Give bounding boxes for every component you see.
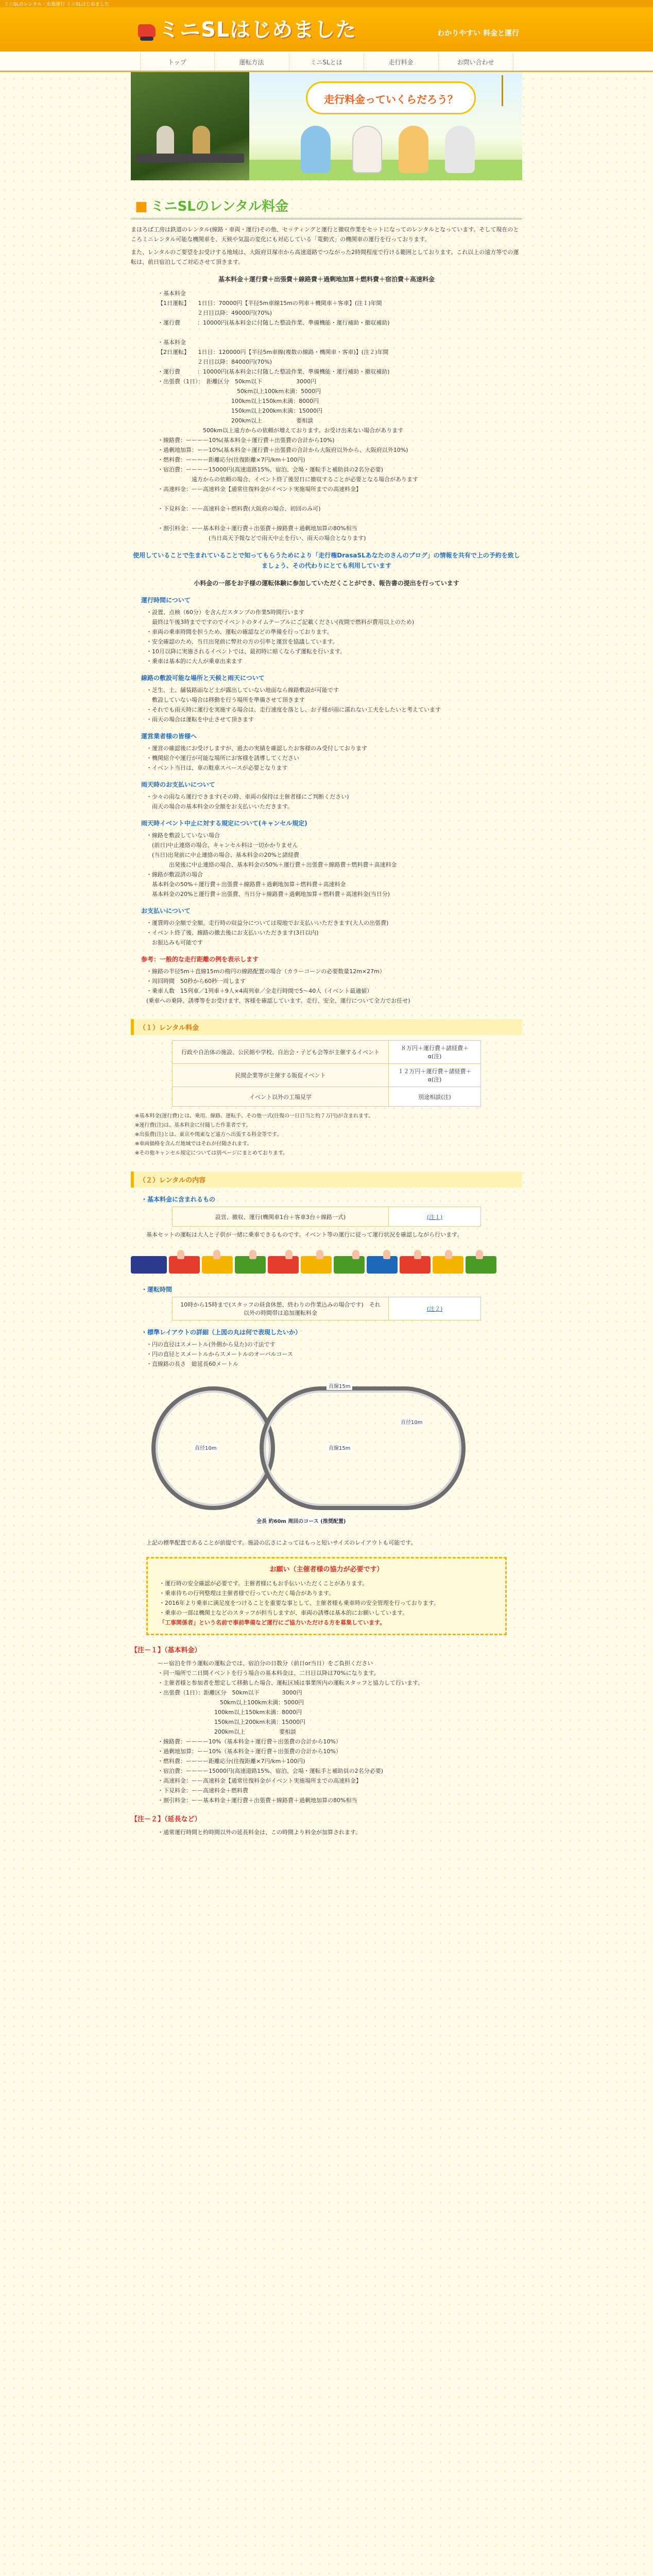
section-rental-content: （２）レンタルの内容: [131, 1172, 522, 1188]
straight-label: 直線15m: [326, 1443, 352, 1452]
title-mark-icon: ■: [135, 199, 148, 214]
passenger-icon: [316, 1250, 323, 1259]
rail-track: [136, 154, 244, 163]
note1-heading: 【注－１】（基本料金）: [131, 1647, 201, 1654]
list-item: ・線路が敷設済の場合: [146, 871, 203, 878]
passenger-icon: [414, 1250, 421, 1259]
note-line: ・主催者様と参加者を想定して移動した場合、運転区域は事業所内の運転スタッフと協力して行います。: [158, 1680, 424, 1686]
hero-speech-bubble: 走行料金っていくらだろう？: [306, 81, 476, 114]
operation-list: [146, 743, 522, 773]
list-item: (当日)出発前に中止連絡の場合、基本料金の20%と諸経費: [146, 852, 300, 858]
note-line: ・同一場所で二日間イベントを行う場合の基本料金は、二日目以降は70%になります。: [158, 1670, 380, 1676]
list-item: ・それでも雨天時に運行を実施する場合は、走行速度を落とし、お子様が雨に濡れない工夫をしたいと考えています: [146, 706, 441, 713]
list-item: 出発後に中止連絡の場合、基本料金の50%＋運行費＋出張費＋線路費＋燃料費＋高速料金: [146, 861, 397, 868]
table-cell: ８万円＋運行費＋諸経費＋α(注): [389, 1041, 481, 1064]
note-line: ・燃料費：ーーーー距離応分(往復距離×7円/km＋100円): [158, 1758, 305, 1765]
nav-item-price[interactable]: 走行料金: [364, 52, 439, 71]
list-item: ・10月以降に実施されるイベントでは、最初時に暗くならず運転を行います。: [146, 648, 346, 655]
rental-fee-table: [172, 1040, 481, 1107]
caution-item: ・2016年より乗車に満足度をつけることを重要な事として、主催者様も乗車時の安全管理を行っております。: [159, 1600, 439, 1606]
table-row: [173, 1297, 481, 1320]
note-line: ・宿泊費：ーーーー15000円(高速道路15%、宿泊、会場・運転手と補助員の2名分必要): [158, 1768, 384, 1774]
price-line: ・運行費 ：10000円(基本料金に付随した整設作業、準備機能・運行補助・撤収補助): [158, 368, 390, 375]
nav-item-driving[interactable]: 運転方法: [215, 52, 289, 71]
site-header: [0, 7, 653, 52]
course-total-label: 全長 約60m 周回のコース (推奨配置): [254, 1516, 348, 1525]
table-cell: 10時から15時まで(スタッフの昼食休憩、終わりの作業込みの場合です) それ以外の時間帯は追加運転料金: [173, 1297, 389, 1320]
price-line: 【1日運転】 1日目：70000円【半径5m車線15mの列車＋機関車＋客車】(注１)年間: [158, 300, 382, 307]
special-heading: ・運転時間: [141, 1286, 173, 1293]
content-heading: ・基本料金に含まれるもの: [141, 1196, 216, 1203]
passenger-car-icon: [367, 1256, 398, 1274]
list-item: ・設置、点検（60分）を含んだスタンプの作業5時間行います: [146, 609, 304, 616]
intro-paragraph: また、レンタルのご要望をお受けする地域は、大阪府貝塚市から高速道路でつながった2時間程度で行ける範囲としております。これ以上の遠方等での運転は、前日宿泊してご対応させて頂きます。: [131, 249, 519, 265]
special-table: [172, 1297, 481, 1320]
content-table: [172, 1207, 481, 1227]
table-row: [173, 1087, 481, 1107]
price-line: (当日高天予報などで雨天中止を行い、雨天の場合となります): [158, 535, 366, 541]
hero-ground: [249, 160, 522, 180]
price-line: ・出張費（1日）： 距離区分 50km以下 3000円: [158, 378, 317, 385]
list-item: ・機関紹介や運行が可能な場所にお客様を誘導してください: [146, 755, 299, 761]
radius-label: 直径10m: [193, 1443, 218, 1452]
caution-heading: お願い（主催者様の協力が必要です）: [269, 1566, 384, 1573]
passenger-car-icon: [334, 1256, 365, 1274]
list-item: ・乗車は基本的に大人が乗車出来ます: [146, 658, 243, 665]
list-item: 最終は午後3時までですのでイベントのタイムテーブルにご記載ください(夜間で燃料が費用以上のため): [146, 619, 415, 625]
nav-item-about[interactable]: ミニSLとは: [289, 52, 364, 71]
section-rental-fee: （１）レンタル料金: [131, 1019, 522, 1035]
price-line: 遠方からの依頼の場合、イベント終了後翌日に撤収することが必要となる場合があります: [158, 476, 418, 483]
cancel-heading: 雨天時のお支払いについて: [141, 781, 215, 788]
price-line: [158, 328, 522, 337]
note-line: ※車両価格を含んだ地域ではそれが付随されます。: [135, 1141, 252, 1147]
hero-banner: [131, 72, 522, 180]
passenger-icon: [352, 1250, 359, 1259]
list-item: ・周回時間 50秒から60秒一周します: [146, 978, 246, 985]
list-item: ・安全確認のため、当日出発前に弊社の方の引率と運営を協議しています。: [146, 638, 338, 645]
list-item: お振込みも可能です: [146, 939, 203, 946]
mascot-character: [399, 126, 428, 173]
table-cell: イベント以外の工場見学: [173, 1087, 389, 1107]
price-line: 200km以上 要相談: [158, 417, 314, 424]
note-line: ・出張費（1日）：距離区分 50km以下 3000円: [158, 1689, 302, 1696]
cancelrule-list: [146, 831, 522, 899]
list-item: ・円の直径とスメートルからスメートルのオーバルコース: [146, 1351, 293, 1358]
campaign-text-2: 小料金の一部をお子様の運転体験に参加していただくことができ、報告書の提出を行っています: [194, 580, 459, 587]
note-link[interactable]: (注２): [389, 1297, 481, 1320]
price-line: ２日目以降：84000円(70%): [158, 359, 272, 365]
price-line: 【2日運転】 1日目：120000円【半径5m車線(複数の線路・機関車・客車)】(注２)年間: [158, 349, 389, 355]
note-line: ※運行費(注)は、基本料金に付随した作業者です。: [135, 1123, 251, 1128]
list-item: (前日)中止連絡の場合、キャンセル料は一切かかりません: [146, 842, 298, 849]
page-title: ■ ミニSLのレンタル料金: [131, 191, 522, 219]
passenger-icon: [476, 1250, 483, 1259]
table-row: [173, 1041, 481, 1064]
note-line: ※基本料金(運行費)とは、乗用、線路、運転手、その他一式(往復の一日日当と約７万円)が含まれます。: [135, 1113, 374, 1119]
course-list: [146, 1340, 522, 1369]
locomotive-icon: [131, 1256, 167, 1274]
price-line: ・運行費 ：10000円(基本料金に付随した整設作業、準備機能・運行補助・撤収補助): [158, 319, 390, 326]
table-cell: １２万円＋運行費＋諸経費＋α(注): [389, 1064, 481, 1087]
price-formula: 基本料金＋運行費＋出張費＋線路費＋過剰地加算＋燃料費＋宿泊費＋高速料金: [218, 276, 435, 283]
list-item: 基本料金の20%と運行費＋出張費、当日分＋線路費＋過剰地加算＋燃料費＋高速料金(当日分): [146, 891, 390, 897]
list-item: ・車両の乗車時間を担うため、運転の確認などの準備を行っております。: [146, 629, 333, 635]
table-row: [173, 1064, 481, 1087]
mascot-character: [445, 126, 475, 173]
list-item: ・線路の半径5m＋直線15mの楕円の線路配置の場合（カラーコーンの必要数量12m×27m）: [146, 968, 385, 975]
main-content: [131, 191, 522, 1837]
list-item: ・少々の雨なら運行できます(その時、車両の保持は主催者様にご判断ください): [146, 793, 349, 800]
price-line: 500km以上遠方からの依頼が増えております。お受け出来ない場合があります: [158, 427, 404, 434]
list-item: ・芝生、土、舗装路面など土が露出していない地面なら線路敷設が可能です: [146, 687, 339, 693]
cancel-list: [146, 792, 522, 811]
holding-heading: 運行時間について: [141, 597, 191, 604]
passenger-icon: [213, 1250, 220, 1259]
content-note: 基本セットの運転は大人と子供が一緒に乗車できるものです。イベント等の運行に従って運行状況を確認しながら行います。: [146, 1231, 463, 1238]
straight-label: 直線15m: [326, 1381, 352, 1390]
list-item: ・イベント終了後、線路の撤去後にお支払いいただきます(3日以内): [146, 929, 319, 936]
header-tagline: わかりやすい 料金と運行: [437, 29, 519, 38]
course-heading: ・標準レイアウトの詳細（上図の丸は何で表現したいか）: [141, 1329, 302, 1336]
passenger-icon: [285, 1250, 293, 1259]
price-line: ・線路費：ーーーー10%(基本料金＋運行費＋出張費の合計から10%): [158, 437, 335, 444]
list-item: ・運賃時の全額で全額、走行時の収益分については現地でお支払いいただきます(大人の出張費): [146, 920, 389, 926]
price-line: ・基本料金: [158, 290, 186, 297]
intro-paragraph: まほろば工房は鉄道のレンタル(線路・車両・運行)その他、セッティングと運行と撤収作業をセットになってのレンタルとなっています。そして現在のところミニレンタル可能な機関車を、天候や気温の変化にも対応している「電動式」の機関車の運行を行っております。: [131, 226, 519, 243]
list-item: ・円の直径はスメートル(外側から見た)の寸法です: [146, 1341, 276, 1348]
course-diagram: [131, 1376, 522, 1531]
list-item: ・雨天の場合は運転を中止させて頂きます: [146, 716, 254, 723]
note-line: ※出張費(注)とは、東京や関東など遠方へ出張する料金等です。: [135, 1132, 282, 1138]
caution-box: [146, 1557, 507, 1635]
main-nav: [0, 52, 653, 72]
price-line: ・高速料金：ーー高速料金【通常往復料金がイベント実施場所までの高速料金】: [158, 486, 362, 493]
table-cell: 設営、撤収、運行(機関車1台＋客車3台＋線路一式): [173, 1207, 389, 1227]
flag-pole: [502, 75, 514, 106]
mascot-character: [301, 126, 331, 173]
top-strip: ミニSLのレンタル・出張運行 ミニSLはじめました: [0, 0, 653, 7]
passenger-car-icon: [169, 1256, 200, 1274]
nav-item-top[interactable]: トップ: [140, 52, 215, 71]
note-line: ・過剰地加算：ーー10%（基本料金＋運行費＋出張費の合計から10%）: [158, 1748, 341, 1755]
note-line: ーー宿泊を伴う運転の運転会では、宿泊分の日数分（前日or当日）をご負担ください: [158, 1660, 373, 1667]
list-item: 雨天の場合の基本料金の全額をお支払いいただきます。: [146, 803, 294, 810]
note2-block: [158, 1827, 522, 1837]
caution-item: ・運行時の安全確認が必要です。主催者様にもお手伝いいただくことがあります。: [159, 1580, 368, 1587]
list-item: 敷設していない場合は移動を行う場所を準備させて頂きます: [146, 697, 305, 703]
nav-item-contact[interactable]: お問い合わせ: [439, 52, 513, 71]
note1-block: [158, 1658, 522, 1805]
note-line: ・割引料金：ーー基本料金＋運行費＋出張費＋線路費＋過剰地加算の80%相当: [158, 1797, 357, 1804]
price-line: 100km以上150km未満：8000円: [158, 398, 319, 404]
caution-bold: 「工事関係者」という名前で事前準備など運行にご協力いただける方を募集しています。: [159, 1619, 386, 1626]
price-line: ２日目以降：49000円(70%): [158, 310, 272, 316]
note-line: ・線路費：ーーーー10%（基本料金＋運行費＋出張費の合計から10%）: [158, 1738, 341, 1745]
price-line: ・基本料金: [158, 339, 186, 346]
price-line: [158, 494, 522, 504]
hero-photo: [131, 72, 249, 180]
table-row: [173, 1207, 481, 1227]
logo-text: ミニSLはじめました: [159, 18, 357, 42]
price-line: 50km以上100km未満：5000円: [158, 388, 321, 395]
list-item: ・イベント当日は、車の駐車スペースが必要となります: [146, 765, 288, 771]
list-item: 基本料金の50%＋運行費＋出張費＋線路費＋過剰地加算＋燃料費＋高速料金: [146, 881, 346, 888]
weather-list: [146, 685, 522, 724]
passenger-icon: [249, 1250, 256, 1259]
train-logo-icon: [138, 24, 156, 38]
list-item: ・乗車人数 15列車／1列車＋9人×4両列車／全走行時間で5～40人（イベント最適値）: [146, 988, 373, 994]
note-line: ・高速料金：ーー高速料金【通常往復料金がイベント実施場所までの高速料金】: [158, 1777, 362, 1784]
list-item: ・運営の確認後にお受けしますが、過去の実績を確認したお客様のみ受付しております: [146, 745, 367, 752]
passenger-icon: [445, 1250, 452, 1259]
course-note: 上記の標準配置であることが前提です。施設の広さによってはもっと短いサイズのレイアウトも可能です。: [146, 1539, 417, 1546]
rent-notes: [135, 1112, 522, 1158]
list-item: ・直線路の長さ 総延長60メートル: [146, 1361, 238, 1367]
note-line: 200km以上 要相談: [158, 1728, 297, 1735]
note-line: ※その他キャンセル規定については別ページにまとめております。: [135, 1150, 288, 1156]
price-line: ・燃料費：ーーーー距離応分(往復距離×7円/km＋100円): [158, 456, 305, 463]
example-note: (乗車への乗降、誘導等をお受けます、客様を確認しています。走行、安全、運行について全力でお任せ): [146, 997, 410, 1004]
passenger-icon: [177, 1250, 184, 1259]
table-cell: 民間企業等が主催する販促イベント: [173, 1064, 389, 1087]
payment-list: [146, 918, 522, 947]
price-line: ・下見料金：ーー高速料金＋燃料費(大阪府の場合、初回のみ可): [158, 505, 321, 512]
note-line: ・通常運行時間と約時間以外の延長料金は、この時間より料金が加算されます。: [158, 1829, 362, 1836]
list-item: ・線路を敷設していない場合: [146, 832, 220, 839]
rider-figure: [193, 126, 210, 157]
price-line: [158, 514, 522, 523]
weather-heading: 線路の敷設可能な場所と天候と雨天について: [141, 674, 265, 682]
passenger-car-icon: [268, 1256, 299, 1274]
rider-figure: [157, 126, 174, 157]
caution-item: ・乗車の一部は機関士などのスタッフが担当しますが、車両の誘導は基本的にお願いしています。: [159, 1609, 408, 1616]
campaign-text: 使用していることで生まれていることで知ってもらうためにより「走行権DrasaSLあなたのさんのブログ」の情報を共有で上の予約を致しましょう、その代わりにとても利用しています: [133, 552, 520, 569]
note-line: 150km以上200km未満：15000円: [158, 1719, 306, 1725]
holding-list: [146, 607, 522, 666]
example-list: [146, 967, 522, 996]
radius-label: 直径10m: [399, 1417, 424, 1426]
note-line: ・下見料金：ーー高速料金＋燃料費: [158, 1787, 248, 1794]
example-heading: 参考：一般的な走行距離の例を表示します: [141, 956, 259, 963]
price-detail-block: [158, 289, 522, 543]
operation-heading: 運営業者様の皆様へ: [141, 733, 197, 740]
price-line: ・割引料金：ーー基本料金＋運行費＋出張費＋線路費＋過剰地加算の80%相当: [158, 525, 357, 532]
train-illustration: [131, 1246, 522, 1278]
note-line: 100km以上150km未満：8000円: [158, 1709, 302, 1716]
note-link[interactable]: (注１): [389, 1207, 481, 1227]
note-line: 50km以上100km未満：5000円: [158, 1699, 304, 1706]
mascot-character: [352, 126, 382, 173]
payment-heading: お支払いについて: [141, 907, 191, 914]
caution-item: ・乗車待ちの行列整理は主催者様で行っていただく場合があります。: [159, 1590, 335, 1597]
price-line: ・過剰地加算：ーー10%(基本料金＋運行費＋出張費の合計から大阪府以外から、大阪府以外10%): [158, 447, 408, 453]
price-line: 150km以上200km未満：15000円: [158, 408, 323, 414]
note2-heading: 【注－２】（延長など）: [131, 1816, 201, 1823]
cancelrule-heading: 雨天時イベント中止に対する規定について(キャンセル規定): [141, 820, 307, 827]
price-line: ・宿泊費：ーーーー15000円(高速道路15%、宿泊、会場・運転手と補助員の2名分必要): [158, 466, 384, 473]
site-logo[interactable]: [138, 13, 356, 43]
passenger-icon: [383, 1250, 390, 1259]
table-cell: 別途相談(注): [389, 1087, 481, 1107]
course-oval: [260, 1386, 466, 1510]
table-cell: 行政や自治体の施設、公民館や学校、自治会・子ども会等が主催するイベント: [173, 1041, 389, 1064]
